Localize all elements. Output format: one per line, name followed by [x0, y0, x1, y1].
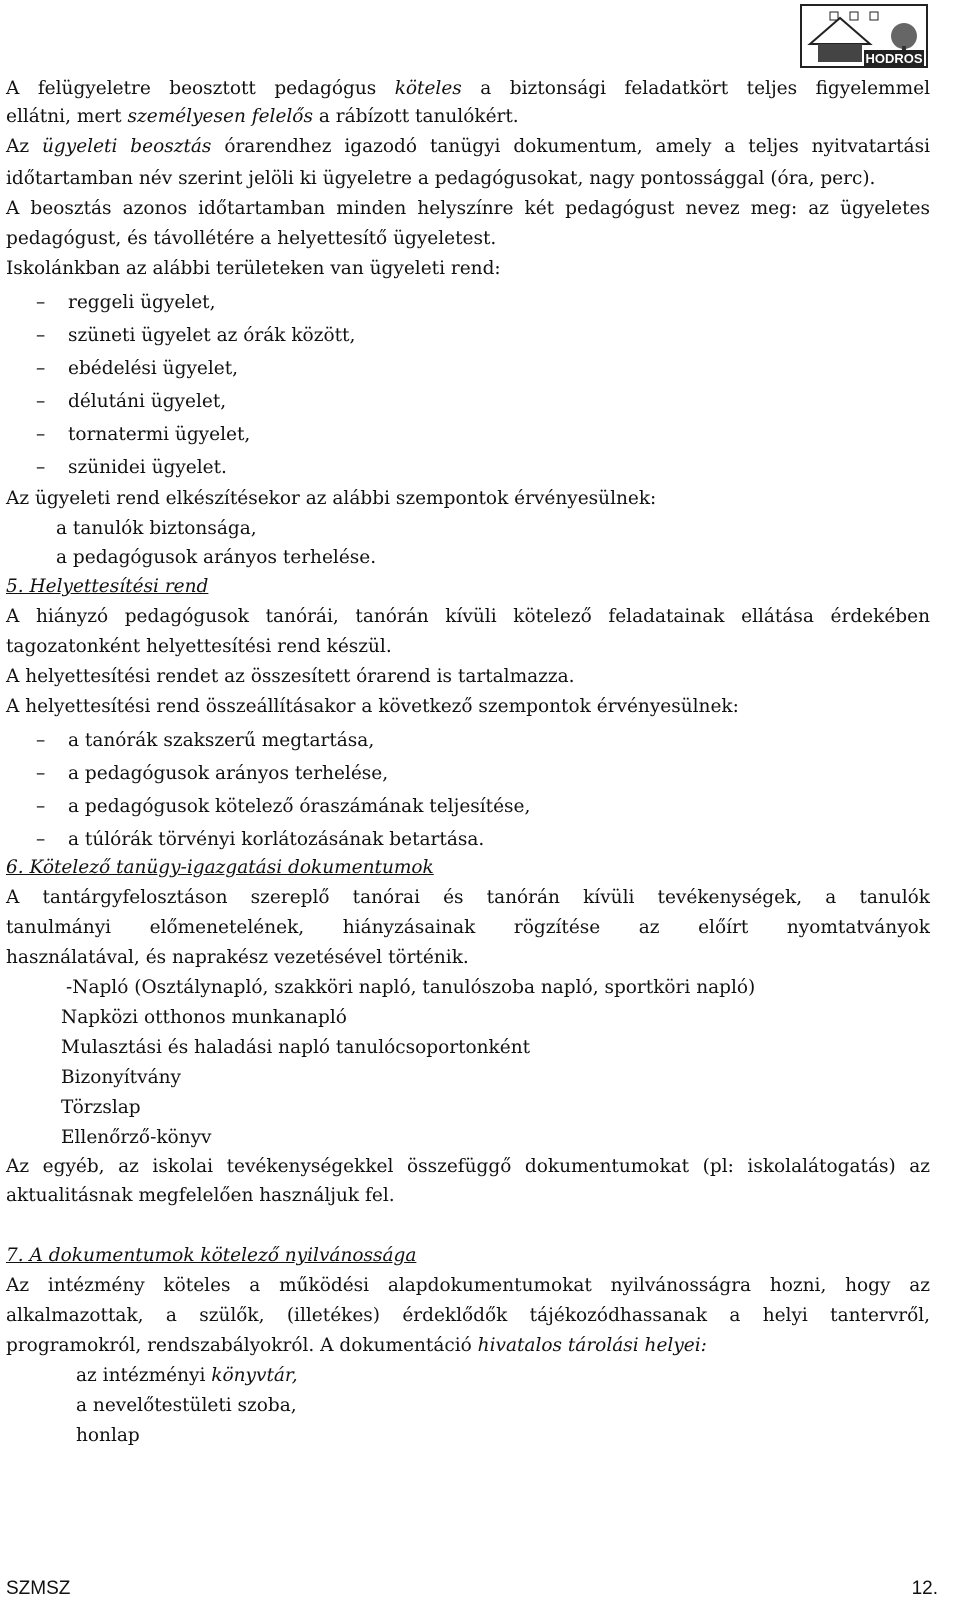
- list-item: Napközi otthonos munkanapló: [61, 1007, 347, 1028]
- text-line: Iskolánkban az alábbi területeken van ügyeleti rend:: [6, 258, 501, 279]
- school-logo: [800, 4, 928, 68]
- list-item: a pedagógusok arányos terhelése.: [56, 547, 377, 568]
- text-line: programokról, rendszabályokról. A dokumentáció hivatalos tárolási helyei:: [6, 1335, 707, 1356]
- list-item: honlap: [76, 1425, 140, 1446]
- list-item: az intézményi könyvtár,: [76, 1365, 298, 1386]
- section-heading: 7. A dokumentumok kötelező nyilvánossága: [6, 1245, 417, 1266]
- text-line: A helyettesítési rend összeállításakor a következő szempontok érvényesülnek:: [6, 696, 739, 717]
- footer-title: SZMSZ: [6, 1578, 71, 1599]
- text-line: A tantárgyfelosztáson szereplő tanórai és tanórán kívüli tevékenységek, a tanulók: [6, 887, 930, 908]
- text-line: Az intézmény köteles a működési alapdokumentumokat nyilvánosságra hozni, hogy az: [6, 1275, 930, 1296]
- list-item: a tanulók biztonsága,: [56, 518, 257, 539]
- list-item: – reggeli ügyelet,: [36, 292, 216, 313]
- text-line: tagozatonként helyettesítési rend készül.: [6, 636, 392, 657]
- page-number: 12.: [911, 1578, 938, 1599]
- list-item: – a túlórák törvényi korlátozásának betartása.: [36, 829, 485, 850]
- list-item: Bizonyítvány: [61, 1067, 181, 1088]
- text-line: Az ügyeleti rend elkészítésekor az alábbi szempontok érvényesülnek:: [6, 488, 657, 509]
- list-item: – a pedagógusok arányos terhelése,: [36, 763, 389, 784]
- text-line: A helyettesítési rendet az összesített órarend is tartalmazza.: [6, 666, 575, 687]
- text-line: Az ügyeleti beosztás órarendhez igazodó tanügyi dokumentum, amely a teljes nyitvatartási: [6, 136, 930, 157]
- text-line: időtartamban név szerint jelöli ki ügyeletre a pedagógusokat, nagy pontossággal (óra, perc).: [6, 168, 876, 189]
- list-item: -Napló (Osztálynapló, szakköri napló, tanulószoba napló, sportköri napló): [66, 977, 756, 998]
- section-heading: 6. Kötelező tanügy-igazgatási dokumentumok: [6, 857, 434, 878]
- list-item: – délutáni ügyelet,: [36, 391, 227, 412]
- list-item: – a pedagógusok kötelező óraszámának teljesítése,: [36, 796, 531, 817]
- list-item: – tornatermi ügyelet,: [36, 424, 251, 445]
- list-item: Törzslap: [61, 1097, 141, 1118]
- text-line: tanulmányi előmenetelének, hiányzásainak rögzítése az előírt nyomtatványok: [6, 917, 930, 938]
- list-item: – szünidei ügyelet.: [36, 457, 227, 478]
- text-line: A felügyeletre beosztott pedagógus köteles a biztonsági feladatkört teljes figyelemmel: [6, 78, 930, 99]
- list-item: a nevelőtestületi szoba,: [76, 1395, 297, 1416]
- list-item: – ebédelési ügyelet,: [36, 358, 239, 379]
- text-line: pedagógust, és távollétére a helyettesítő ügyeletest.: [6, 228, 497, 249]
- section-heading: 5. Helyettesítési rend: [6, 576, 209, 597]
- list-item: Ellenőrző-könyv: [61, 1127, 212, 1148]
- list-item: Mulasztási és haladási napló tanulócsoportonként: [61, 1037, 531, 1058]
- text-line: A beosztás azonos időtartamban minden helyszínre két pedagógust nevez meg: az ügyeletes: [6, 198, 930, 219]
- list-item: – szüneti ügyelet az órák között,: [36, 325, 356, 346]
- text-line: használatával, és naprakész vezetésével történik.: [6, 947, 469, 968]
- text-line: ellátni, mert személyesen felelős a rábízott tanulókért.: [6, 106, 519, 127]
- text-line: alkalmazottak, a szülők, (illetékes) érdeklődők tájékozódhassanak a helyi tantervről,: [6, 1305, 930, 1326]
- logo-text: HODROS: [865, 51, 923, 66]
- text-line: Az egyéb, az iskolai tevékenységekkel összefüggő dokumentumokat (pl: iskolalátogatás) az: [6, 1156, 930, 1177]
- text-line: aktualitásnak megfelelően használjuk fel.: [6, 1185, 395, 1206]
- list-item: – a tanórák szakszerű megtartása,: [36, 730, 375, 751]
- text-line: A hiányzó pedagógusok tanórái, tanórán kívüli kötelező feladatainak ellátása érdekében: [6, 606, 930, 627]
